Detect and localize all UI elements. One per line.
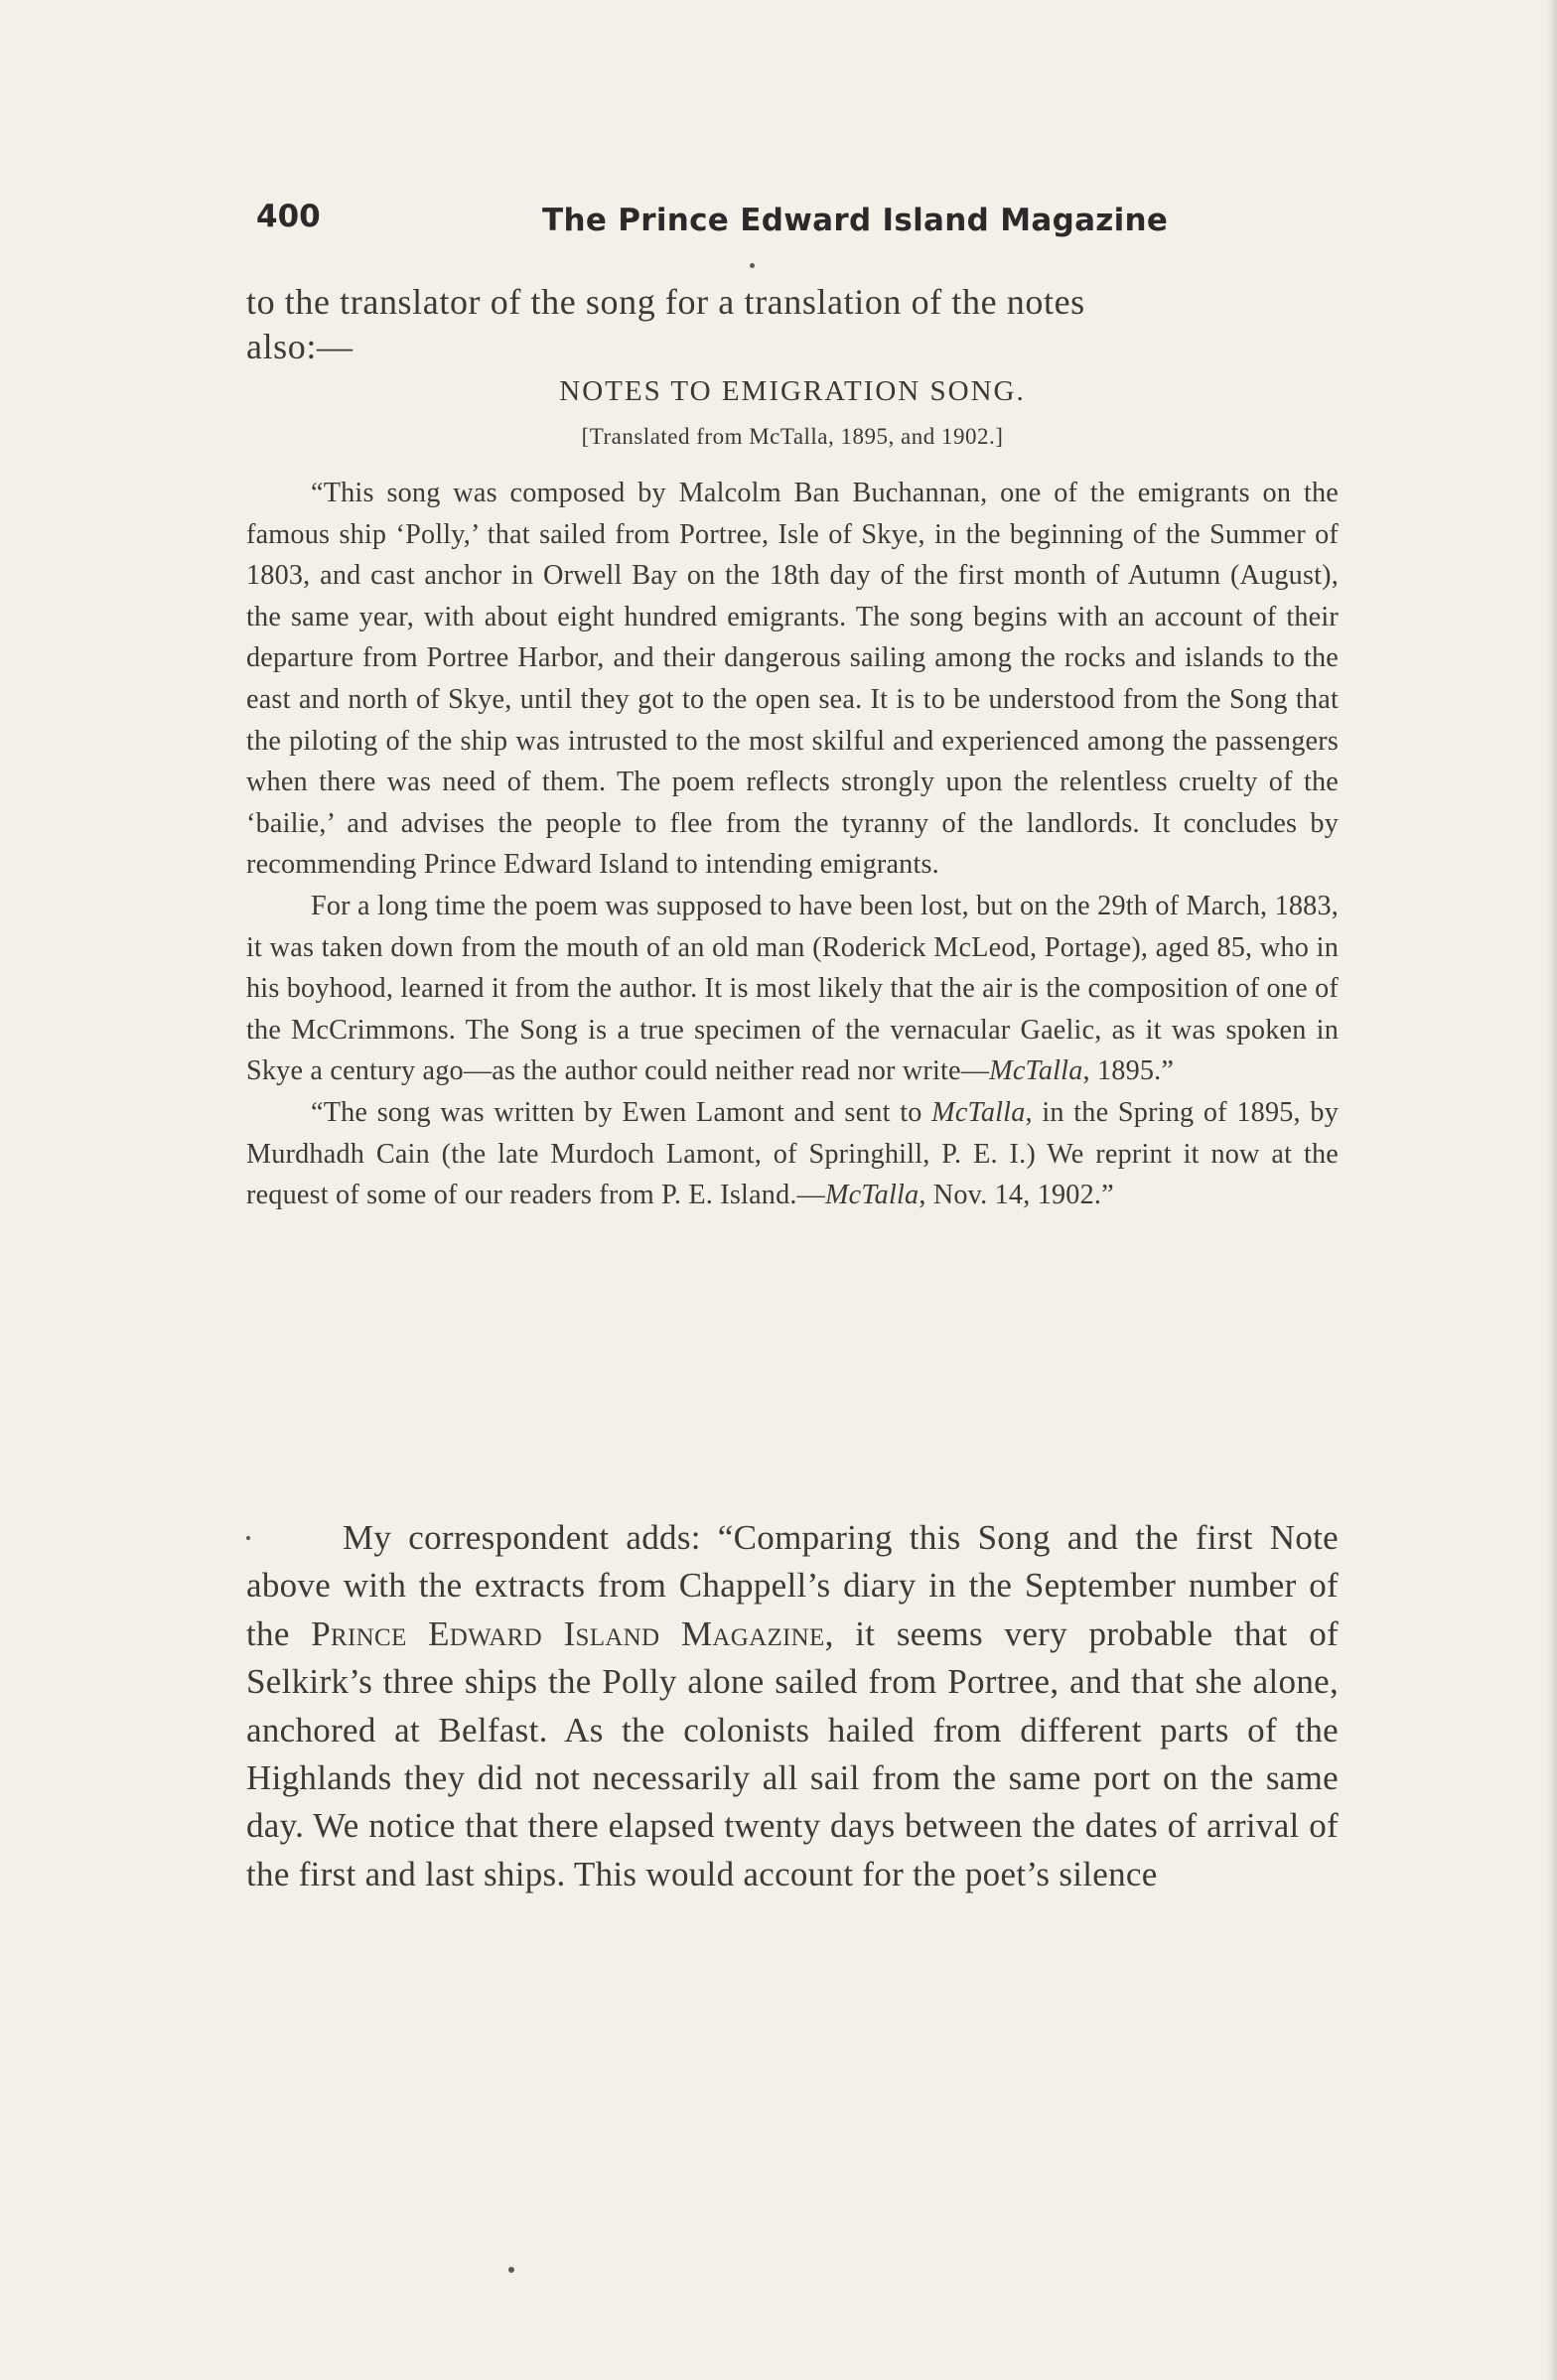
notes-paragraph-1: “This song was composed by Malcolm Ban Buchannan, one of the emigrants on the famous ship ‘Polly,’ that sailed from Portree, Isle of Skye, in the beginning of the Summer of 1803, and cast anchor in Orwell Bay on the 18th day of the first month of Autumn (August), the same year, with about eight hundred emigrants. The song begins with an account of their departure from Portree Harbor, and their dangerous sailing among the rocks and islands to the east and north of Skye, until they got to the open sea. It is to be understood from the Song that the piloting of the ship was intrusted to the most skilful and experienced among the passengers when there was need of them. The poem reflects strongly upon the relentless cruelty of the ‘bailie,’ and advises the people to flee from the tyranny of the landlords. It concludes by recommending Prince Edward Island to intending emigrants. bbox=[246, 478, 1339, 881]
body-paragraph bbox=[246, 1514, 1339, 1898]
notes-paragraph-3 bbox=[246, 1092, 1339, 1216]
notes-p3-start: “The song was written by Ewen Lamont and sent to bbox=[311, 1096, 932, 1128]
paper-speck bbox=[750, 263, 755, 268]
body-rest: , it seems very probable that of Selkirk’s three ships the Polly alone sailed from Portree, and that she alone, anchored at Belfast. As the colonists hailed from different parts of the Highlands they did not necessarily all sail from the same port on the same day. We notice that there elapsed twenty days between the dates of arrival of the first and last ships. This would account for the poet’s silence bbox=[246, 1613, 1339, 1893]
intro-line-1: to the translator of the song for a translation of the notes bbox=[246, 282, 1085, 322]
intro-line-2: also:— bbox=[246, 327, 354, 366]
intro-paragraph bbox=[246, 280, 1339, 369]
notes-p3-end: , Nov. 14, 1902.” bbox=[919, 1180, 1114, 1211]
running-title: The Prince Edward Island Magazine bbox=[542, 203, 1169, 238]
notes-block bbox=[246, 473, 1339, 1216]
source-citation: McTalla bbox=[825, 1180, 920, 1211]
paper-speck bbox=[508, 2267, 514, 2273]
page-number: 400 bbox=[256, 199, 321, 234]
source-citation: McTalla bbox=[989, 1055, 1083, 1087]
magazine-name: Prince Edward Island Magazine bbox=[311, 1613, 825, 1653]
notes-paragraph-2 bbox=[246, 886, 1339, 1092]
notes-subheading: [Translated from McTalla, 1895, and 1902.] bbox=[581, 424, 1004, 449]
running-header bbox=[256, 199, 1348, 248]
notes-p2-end: , 1895.” bbox=[1082, 1055, 1175, 1087]
notes-heading: NOTES TO EMIGRATION SONG. bbox=[559, 375, 1026, 407]
notes-p3-mid: , in the Spring of 1895, by Murdhadh Cain (the late Murdoch Lamont, of Springhill, P. E. I.) We reprint it now at the request of some of our readers from P. E. Island.— bbox=[246, 1096, 1339, 1211]
notes-p2-text: For a long time the poem was supposed to have been lost, but on the 29th of March, 1883, it was taken down from the mouth of an old man (Roderick McLeod, Portage), aged 85, who in his boyhood, learned it from the author. It is most likely that the air is the composition of one of the McCrimmons. The Song is a true specimen of the vernacular Gaelic, as it was spoken in Skye a century ago—as the author could neither read nor write— bbox=[246, 890, 1339, 1087]
body-start: My correspondent adds: “Comparing this Song and the first Note above with the extracts from Chappell’s diary in the September number of the bbox=[246, 1518, 1339, 1653]
body-text bbox=[246, 1514, 1339, 1898]
paper-speck bbox=[246, 1536, 250, 1540]
page-edge-shadow bbox=[1547, 0, 1557, 2380]
source-citation: McTalla bbox=[931, 1096, 1026, 1128]
